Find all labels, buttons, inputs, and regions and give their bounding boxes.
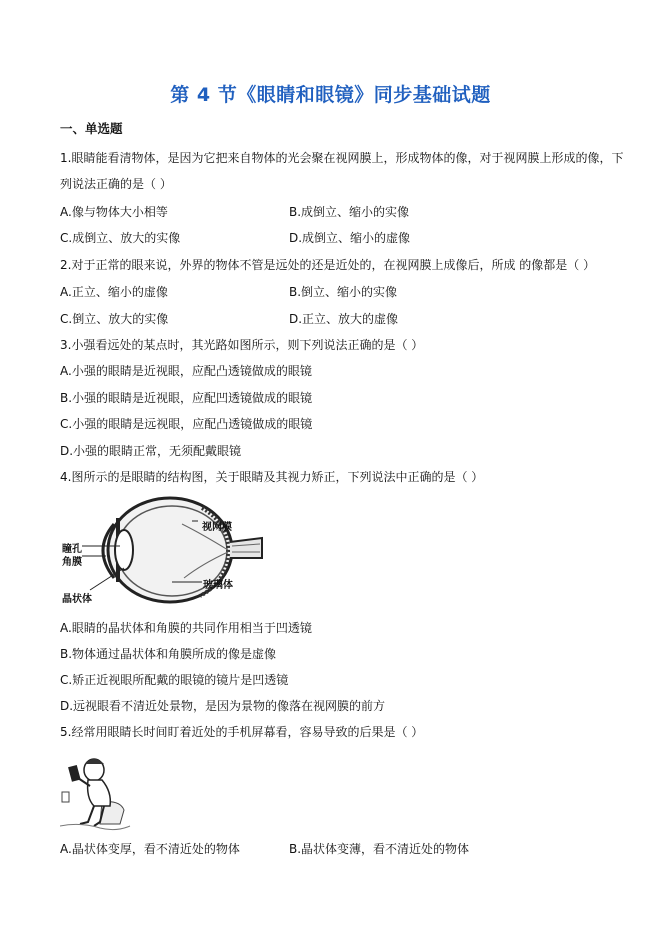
- page-title: 第 4 节《眼睛和眼镜》同步基础试题: [170, 84, 491, 106]
- question-5-stem: 5.经常用眼睛长时间盯着近处的手机屏幕看，容易导致的后果是（ ）: [60, 725, 424, 739]
- q1-option-a: A.像与物体大小相等: [60, 205, 168, 219]
- q1-option-b: B.成倒立、缩小的实像: [289, 205, 410, 219]
- q5-option-a: A.晶状体变厚，看不清近处的物体: [60, 842, 240, 856]
- phone-user-illustration: [60, 752, 132, 832]
- label-cornea: 角膜: [62, 557, 82, 568]
- label-lens: 晶状体: [62, 594, 92, 605]
- q2-option-a: A.正立、缩小的虚像: [60, 285, 168, 299]
- question-1-stem-line2: 列说法正确的是（ ）: [60, 177, 172, 191]
- q4-option-b: B.物体通过晶状体和角膜所成的像是虚像: [60, 647, 277, 661]
- q5-option-b: B.晶状体变薄，看不清近处的物体: [289, 842, 470, 856]
- question-3-stem: 3.小强看远处的某点时，其光路如图所示，则下列说法正确的是（ ）: [60, 338, 424, 352]
- q3-option-b: B.小强的眼睛是近视眼，应配凹透镜做成的眼镜: [60, 391, 313, 405]
- q3-option-c: C.小强的眼睛是远视眼，应配凸透镜做成的眼镜: [60, 417, 313, 431]
- label-vitreous: 玻璃体: [203, 580, 233, 591]
- q4-option-d: D.远视眼看不清近处景物，是因为景物的像落在视网膜的前方: [60, 699, 386, 713]
- q4-option-a: A.眼睛的晶状体和角膜的共同作用相当于凹透镜: [60, 621, 312, 635]
- q1-option-d: D.成倒立、缩小的虚像: [289, 231, 411, 245]
- q4-option-c: C.矫正近视眼所配戴的眼镜的镜片是凹透镜: [60, 673, 289, 687]
- q1-option-c: C.成倒立、放大的实像: [60, 231, 181, 245]
- question-2-stem: 2.对于正常的眼来说，外界的物体不管是远处的还是近处的，在视网膜上成像后，所成 的像都是（ ）: [60, 258, 596, 272]
- q3-option-d: D.小强的眼睛正常，无须配戴眼镜: [60, 444, 242, 458]
- question-1-stem-line1: 1.眼睛能看清物体，是因为它把来自物体的光会聚在视网膜上，形成物体的像，对于视网膜上形成的像，下: [60, 151, 624, 165]
- eye-structure-figure: [62, 494, 274, 606]
- question-4-stem: 4.图所示的是眼睛的结构图，关于眼睛及其视力矫正，下列说法中正确的是（ ）: [60, 470, 484, 484]
- label-pupil: 瞳孔: [62, 544, 82, 555]
- q3-option-a: A.小强的眼睛是近视眼，应配凸透镜做成的眼镜: [60, 364, 312, 378]
- q2-option-c: C.倒立、放大的实像: [60, 312, 169, 326]
- q2-option-d: D.正立、放大的虚像: [289, 312, 399, 326]
- section-heading: 一、单选题: [60, 121, 123, 136]
- label-retina: 视网膜: [202, 522, 232, 533]
- q2-option-b: B.倒立、缩小的实像: [289, 285, 398, 299]
